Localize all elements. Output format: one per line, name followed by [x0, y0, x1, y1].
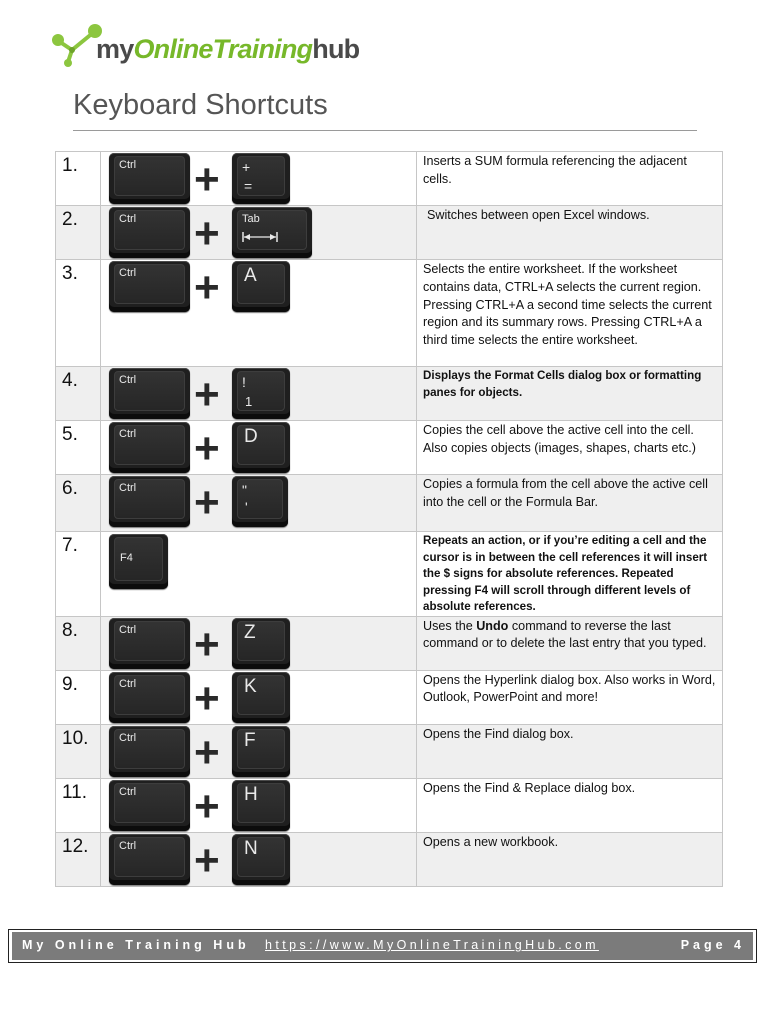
shortcut-description: Selects the entire worksheet. If the worksheet contains data, CTRL+A selects the current region. Pressing CTRL+A a second time selects the current region and its summary rows. Pressing CTRL+A a third time selects the entire worksheet.	[417, 260, 723, 367]
plus-sign: +	[194, 781, 220, 831]
ctrl-key: Ctrl	[109, 834, 190, 885]
quote-key: " '	[232, 476, 288, 527]
ctrl-key: Ctrl	[109, 422, 190, 473]
shortcut-table	[55, 151, 723, 887]
key-combo	[101, 152, 417, 206]
undo-emphasis: Undo	[476, 618, 509, 633]
row-number: 5.	[56, 421, 101, 475]
row-number: 3.	[56, 260, 101, 367]
molecule-icon	[50, 22, 102, 68]
brand-logo	[50, 22, 390, 68]
table-row	[56, 778, 723, 832]
row-number: 11.	[56, 778, 101, 832]
table-row	[56, 206, 723, 260]
table-row	[56, 616, 723, 670]
ctrl-key: Ctrl	[109, 207, 190, 258]
key-combo	[101, 475, 417, 532]
plus-sign: +	[194, 155, 220, 204]
plus-sign: +	[194, 727, 220, 777]
shortcut-description: Opens the Find dialog box.	[417, 724, 723, 778]
table-row	[56, 475, 723, 532]
k-key: K	[232, 672, 290, 723]
plus-sign: +	[194, 835, 220, 885]
exclamation-key: ! 1	[232, 368, 290, 419]
plus-sign: +	[194, 673, 220, 723]
ctrl-key: Ctrl	[109, 368, 190, 419]
row-number: 7.	[56, 532, 101, 617]
page-footer	[12, 932, 753, 960]
shortcut-description: Copies a formula from the cell above the active cell into the cell or the Formula Bar.	[417, 475, 723, 532]
table-row	[56, 152, 723, 206]
table-row	[56, 832, 723, 886]
shortcut-description: Copies the cell above the active cell into the cell. Also copies objects (images, shapes, charts etc.)	[417, 421, 723, 475]
key-combo	[101, 421, 417, 475]
footer-brand: My Online Training Hub	[22, 938, 250, 952]
row-number: 4.	[56, 367, 101, 421]
logo-wordmark: myOnlineTraininghub	[96, 34, 360, 64]
z-key: Z	[232, 618, 290, 669]
ctrl-key: Ctrl	[109, 476, 190, 527]
row-number: 8.	[56, 616, 101, 670]
plus-sign: +	[194, 478, 220, 527]
f4-key: F4	[109, 534, 168, 589]
ctrl-key: Ctrl	[109, 153, 190, 204]
key-combo	[101, 367, 417, 421]
d-key: D	[232, 422, 290, 473]
ctrl-key: Ctrl	[109, 780, 190, 831]
key-combo	[101, 670, 417, 724]
table-row	[56, 532, 723, 617]
key-combo	[101, 206, 417, 260]
row-number: 1.	[56, 152, 101, 206]
plus-sign: +	[194, 424, 220, 473]
table-row	[56, 670, 723, 724]
row-number: 12.	[56, 832, 101, 886]
ctrl-key: Ctrl	[109, 726, 190, 777]
plus-equals-key: + =	[232, 153, 290, 204]
row-number: 2.	[56, 206, 101, 260]
key-combo	[101, 832, 417, 886]
shortcut-description: Uses the Undo command to reverse the last command or to delete the last entry that you typed.	[417, 616, 723, 670]
plus-sign: +	[194, 370, 220, 419]
f-key: F	[232, 726, 290, 777]
n-key: N	[232, 834, 290, 885]
shortcut-description: Displays the Format Cells dialog box or formatting panes for objects.	[417, 367, 723, 421]
shortcut-description: Repeats an action, or if you’re editing a cell and the cursor is in between the cell references it will insert the $ signs for absolute references. Repeated pressing F4 will scroll through different levels of absolute references.	[417, 532, 723, 617]
tab-arrow-icon	[242, 231, 278, 243]
table-row	[56, 421, 723, 475]
key-combo	[101, 778, 417, 832]
table-row	[56, 260, 723, 367]
key-combo	[101, 724, 417, 778]
footer-link[interactable]: https://www.MyOnlineTrainingHub.com	[265, 938, 599, 952]
a-key: A	[232, 261, 290, 312]
shortcut-description: Opens the Find & Replace dialog box.	[417, 778, 723, 832]
page-number: Page 4	[680, 938, 745, 952]
row-number: 9.	[56, 670, 101, 724]
shortcut-description: Opens a new workbook.	[417, 832, 723, 886]
plus-sign: +	[194, 209, 220, 258]
plus-sign: +	[194, 263, 220, 312]
row-number: 10.	[56, 724, 101, 778]
row-number: 6.	[56, 475, 101, 532]
page-title: Keyboard Shortcuts	[73, 89, 328, 121]
h-key: H	[232, 780, 290, 831]
shortcut-description: Opens the Hyperlink dialog box. Also works in Word, Outlook, PowerPoint and more!	[417, 670, 723, 724]
key-combo	[101, 260, 417, 367]
title-divider	[73, 130, 697, 131]
table-row	[56, 367, 723, 421]
ctrl-key: Ctrl	[109, 672, 190, 723]
shortcut-description: Switches between open Excel windows.	[417, 206, 723, 260]
ctrl-key: Ctrl	[109, 618, 190, 669]
tab-key: Tab	[232, 207, 312, 258]
shortcut-description: Inserts a SUM formula referencing the adjacent cells.	[417, 152, 723, 206]
key-combo	[101, 532, 417, 617]
key-combo	[101, 616, 417, 670]
ctrl-key: Ctrl	[109, 261, 190, 312]
plus-sign: +	[194, 619, 220, 669]
table-row	[56, 724, 723, 778]
